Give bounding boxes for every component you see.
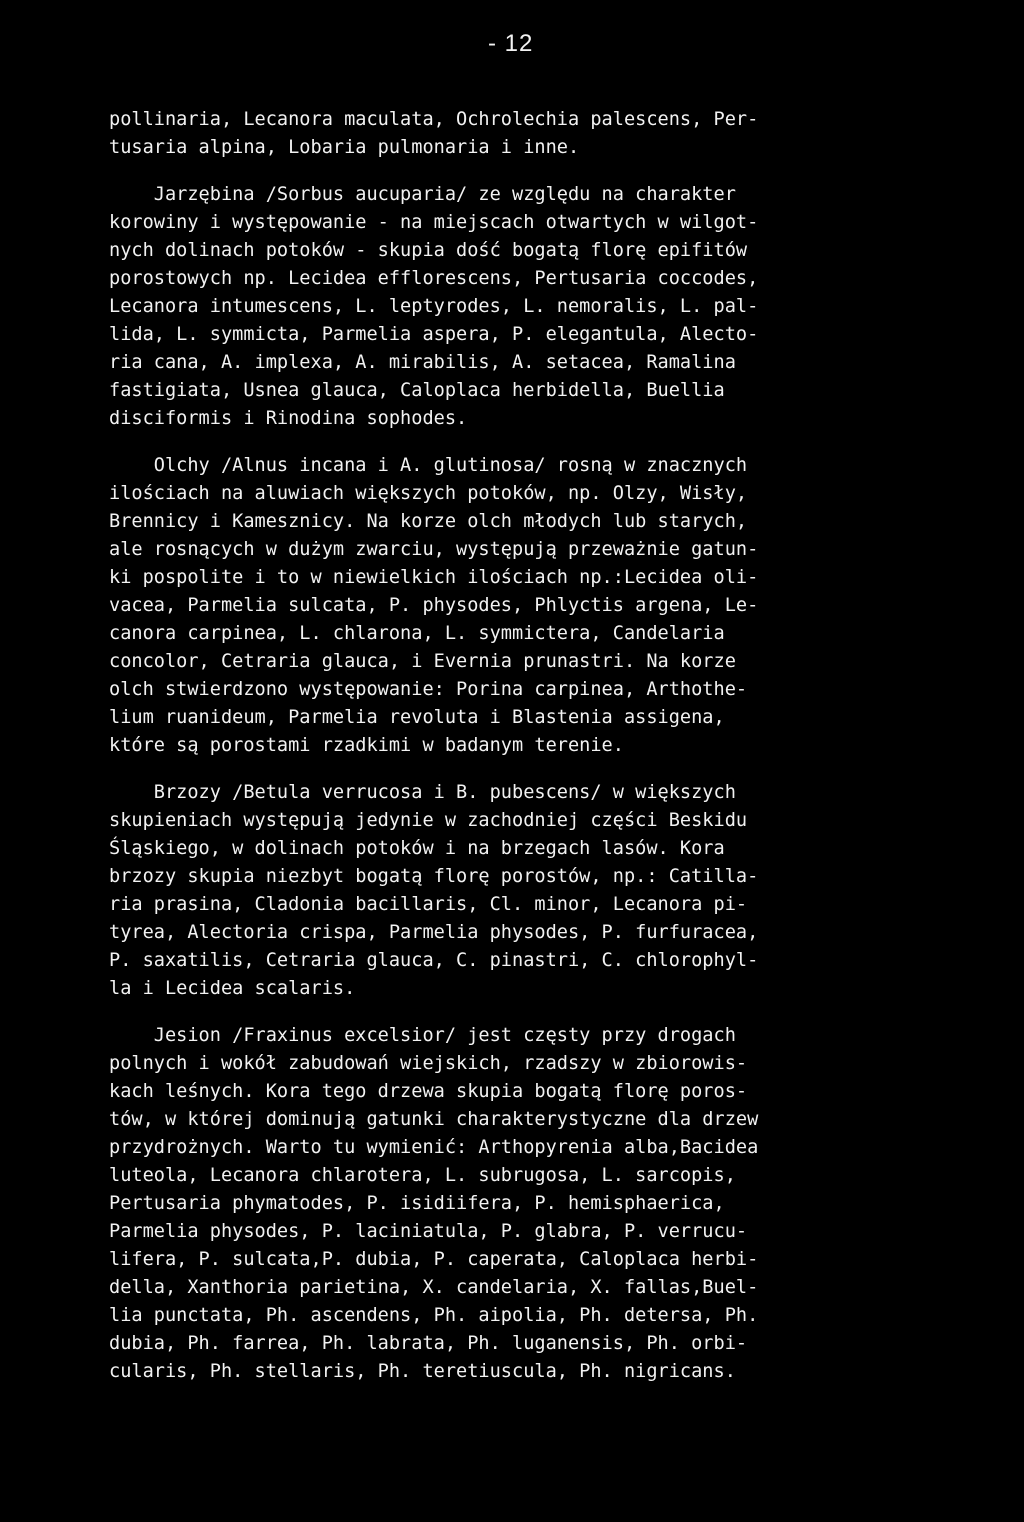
text-line: vacea, Parmelia sulcata, P. physodes, Phlyctis argena, Le- <box>109 595 759 616</box>
text-line: Pertusaria phymatodes, P. isidiifera, P. hemisphaerica, <box>109 1193 725 1214</box>
page-number: - 12 <box>488 30 534 57</box>
text-line: ilościach na aluwiach większych potoków, np. Olzy, Wisły, <box>109 483 748 504</box>
paragraph-jesion <box>109 1022 933 1386</box>
text-line: lia punctata, Ph. ascendens, Ph. aipolia, Ph. detersa, Ph. <box>109 1305 759 1326</box>
text-line: tów, w której dominują gatunki charakterystyczne dla drzew <box>109 1109 759 1130</box>
text-line: luteola, Lecanora chlarotera, L. subrugosa, L. sarcopis, <box>109 1165 736 1186</box>
paragraph-jarzebina <box>109 181 933 433</box>
text-line: dubia, Ph. farrea, Ph. labrata, Ph. luganensis, Ph. orbi- <box>109 1333 748 1354</box>
text-line: P. saxatilis, Cetraria glauca, C. pinastri, C. chlorophyl- <box>109 950 759 971</box>
text-line: brzozy skupia niezbyt bogatą florę porostów, np.: Catilla- <box>109 866 759 887</box>
text-line: tusaria alpina, Lobaria pulmonaria i inne. <box>109 137 580 158</box>
text-line: Jarzębina /Sorbus aucuparia/ ze względu na charakter <box>109 184 736 205</box>
text-line: polnych i wokół zabudowań wiejskich, rzadszy w zbiorowis- <box>109 1053 748 1074</box>
text-line: kach leśnych. Kora tego drzewa skupia bogatą florę poros- <box>109 1081 748 1102</box>
text-line: korowiny i występowanie - na miejscach otwartych w wilgot- <box>109 212 759 233</box>
text-line: Jesion /Fraxinus excelsior/ jest częsty przy drogach <box>109 1025 736 1046</box>
paragraph-olchy <box>109 452 933 760</box>
text-line: ale rosnących w dużym zwarciu, występują przeważnie gatun- <box>109 539 759 560</box>
text-line: lium ruanideum, Parmelia revoluta i Blastenia assigena, <box>109 707 725 728</box>
text-line: ria cana, A. implexa, A. mirabilis, A. setacea, Ramalina <box>109 352 736 373</box>
text-line: Olchy /Alnus incana i A. glutinosa/ rosną w znacznych <box>109 455 748 476</box>
text-line: pollinaria, Lecanora maculata, Ochrolechia palescens, Per- <box>109 109 759 130</box>
text-line: ki pospolite i to w niewielkich ilościach np.:Lecidea oli- <box>109 567 759 588</box>
text-line: przydrożnych. Warto tu wymienić: Arthopyrenia alba,Bacidea <box>109 1137 759 1158</box>
text-line: cularis, Ph. stellaris, Ph. teretiuscula, Ph. nigricans. <box>109 1361 736 1382</box>
text-line: fastigiata, Usnea glauca, Caloplaca herbidella, Buellia <box>109 380 725 401</box>
text-line: Lecanora intumescens, L. leptyrodes, L. nemoralis, L. pal- <box>109 296 759 317</box>
text-line: porostowych np. Lecidea efflorescens, Pertusaria coccodes, <box>109 268 759 289</box>
text-line: ria prasina, Cladonia bacillaris, Cl. minor, Lecanora pi- <box>109 894 748 915</box>
text-line: canora carpinea, L. chlarona, L. symmictera, Candelaria <box>109 623 725 644</box>
text-line: Brennicy i Kamesznicy. Na korze olch młodych lub starych, <box>109 511 748 532</box>
text-line: Śląskiego, w dolinach potoków i na brzegach lasów. Kora <box>109 838 725 859</box>
text-line: disciformis i Rinodina sophodes. <box>109 408 468 429</box>
text-line: które są porostami rzadkimi w badanym terenie. <box>109 735 624 756</box>
text-line: lida, L. symmicta, Parmelia aspera, P. elegantula, Alecto- <box>109 324 759 345</box>
text-line: olch stwierdzono występowanie: Porina carpinea, Arthothe- <box>109 679 748 700</box>
text-line: Brzozy /Betula verrucosa i B. pubescens/ w większych <box>109 782 736 803</box>
text-line: la i Lecidea scalaris. <box>109 978 356 999</box>
paragraph-lichens-continued <box>109 106 933 162</box>
document-body <box>109 106 933 1405</box>
text-line: lifera, P. sulcata,P. dubia, P. caperata, Caloplaca herbi- <box>109 1249 759 1270</box>
text-line: nych dolinach potoków - skupia dość bogatą florę epifitów <box>109 240 748 261</box>
text-line: della, Xanthoria parietina, X. candelaria, X. fallas,Buel- <box>109 1277 759 1298</box>
paragraph-brzozy <box>109 779 933 1003</box>
text-line: Parmelia physodes, P. laciniatula, P. glabra, P. verrucu- <box>109 1221 748 1242</box>
text-line: concolor, Cetraria glauca, i Evernia prunastri. Na korze <box>109 651 736 672</box>
text-line: tyrea, Alectoria crispa, Parmelia physodes, P. furfuracea, <box>109 922 759 943</box>
text-line: skupieniach występują jedynie w zachodniej części Beskidu <box>109 810 748 831</box>
